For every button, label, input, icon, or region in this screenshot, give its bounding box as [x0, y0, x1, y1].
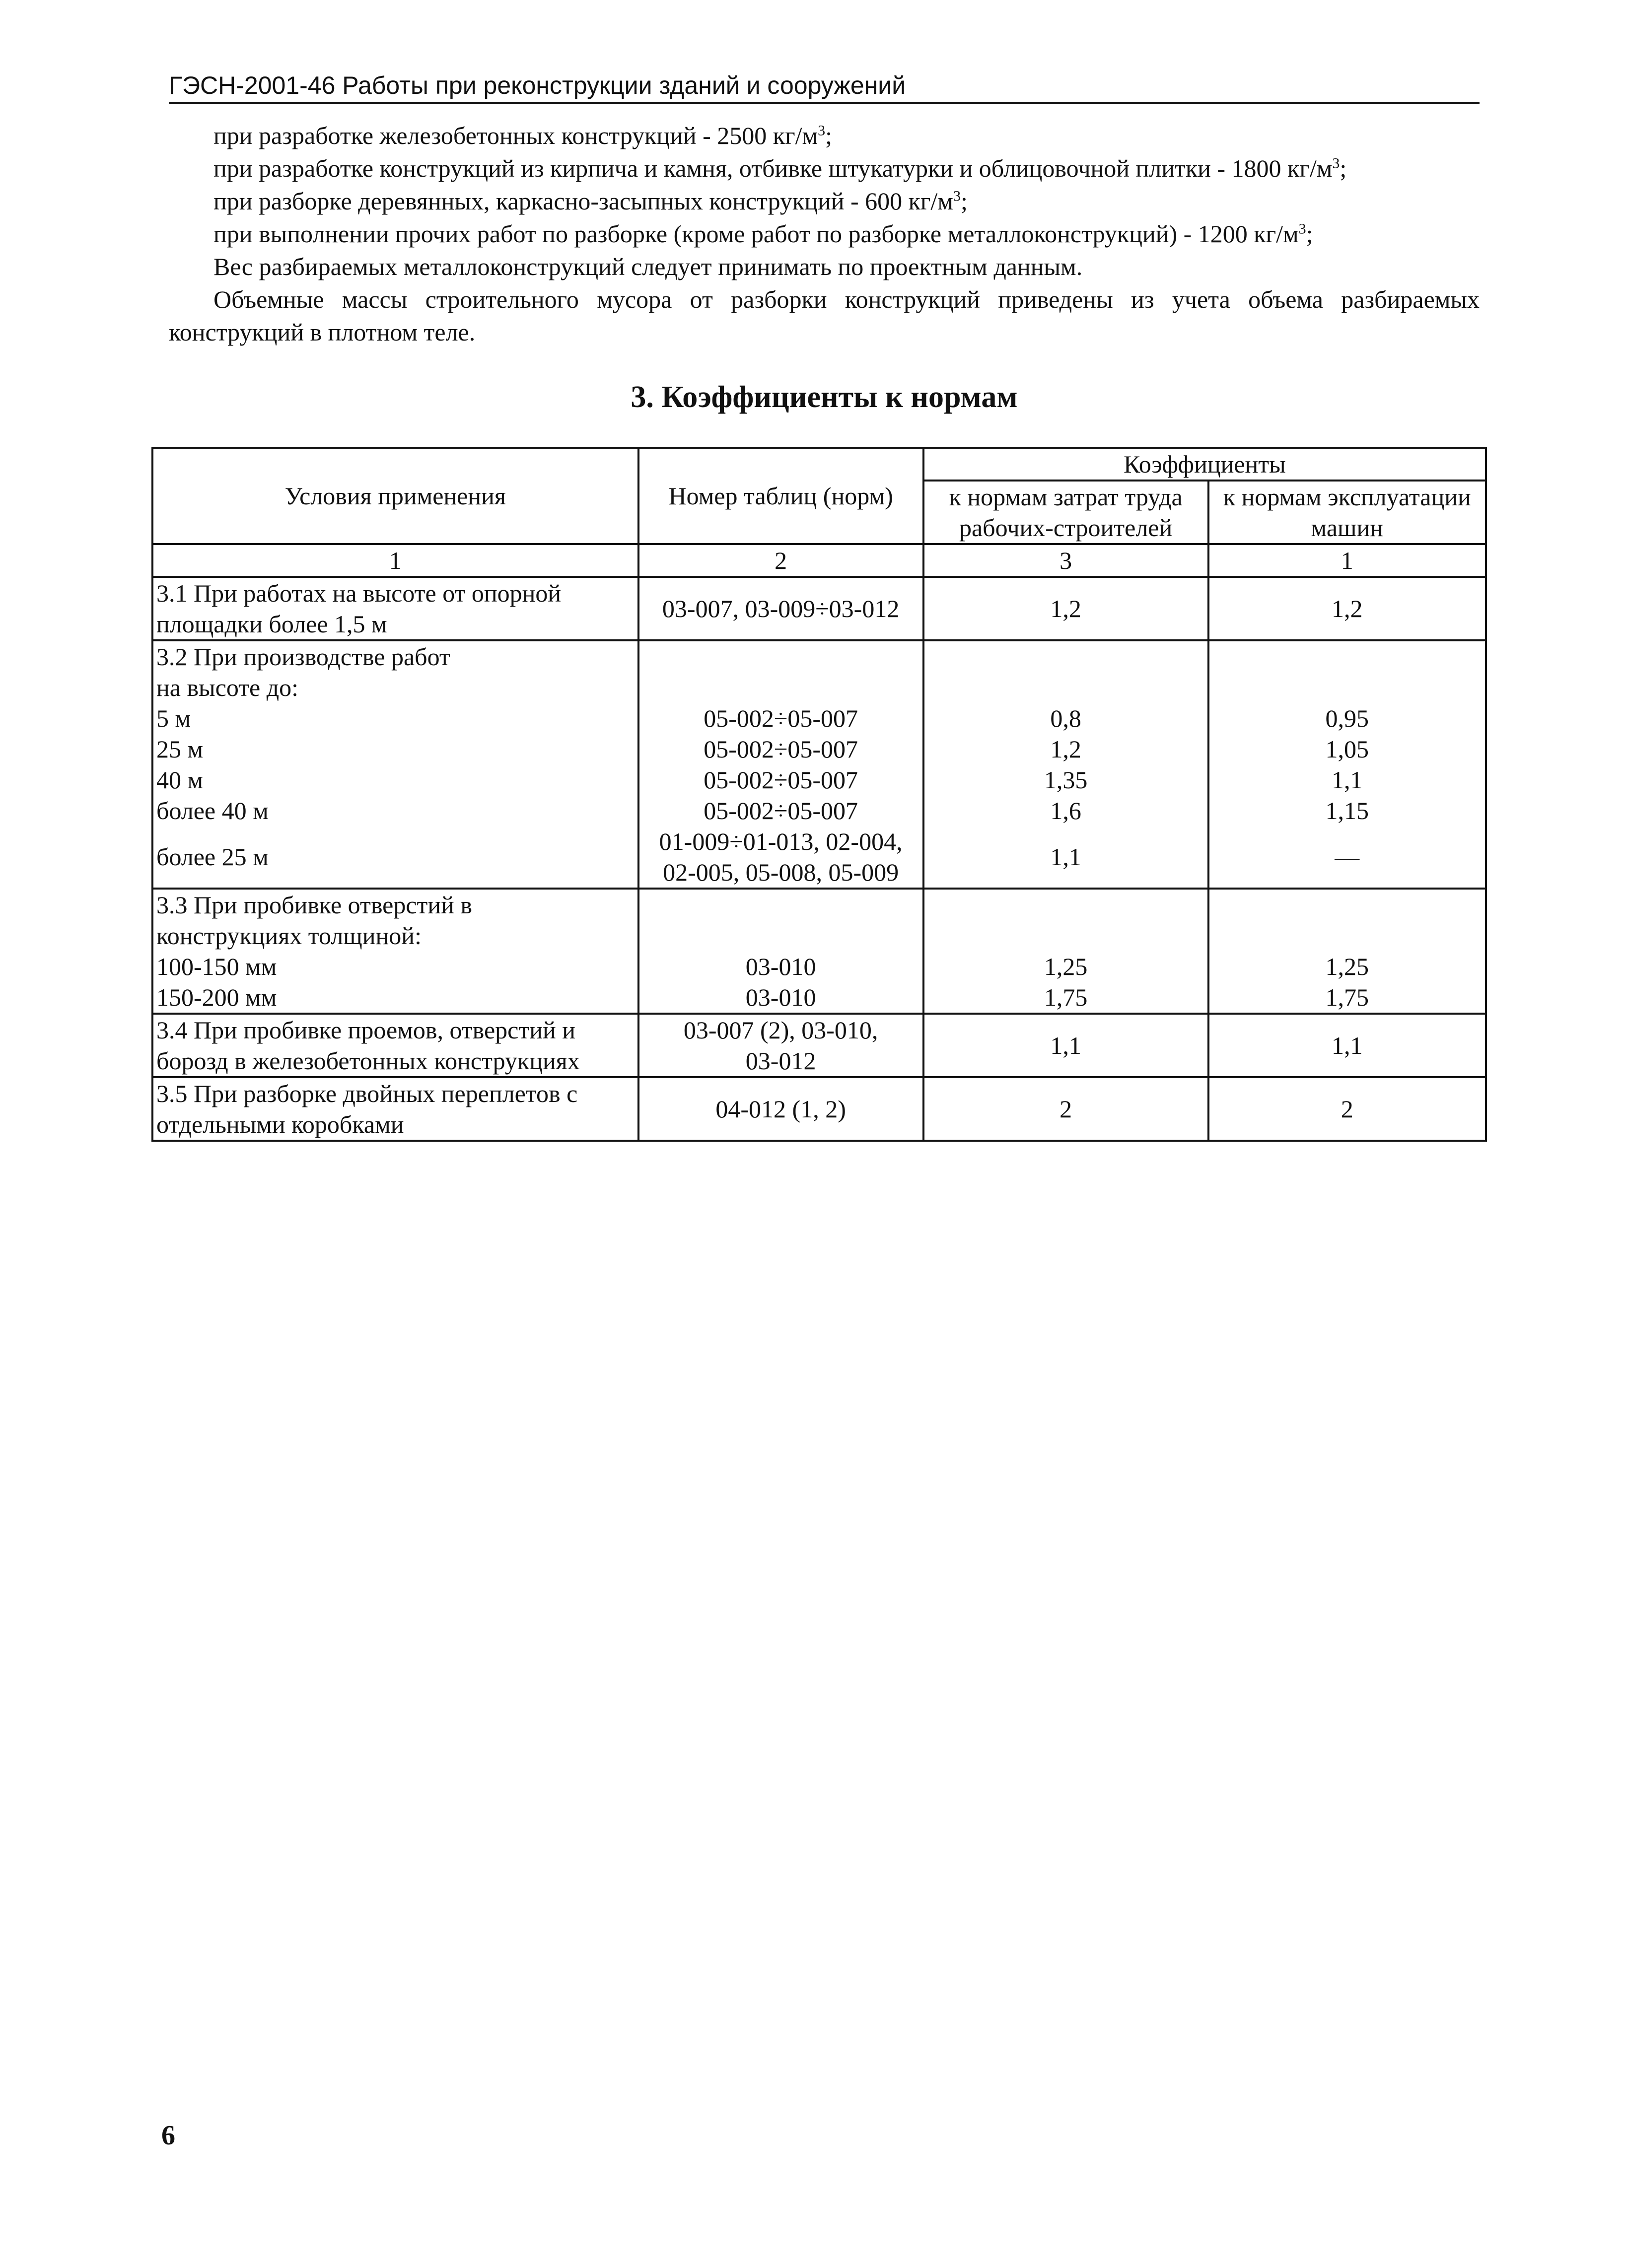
machines-line: 1,25	[1325, 953, 1369, 980]
condition-line: 5 м	[156, 704, 191, 732]
column-number-row	[152, 544, 1486, 577]
table-row	[152, 640, 1486, 889]
superscript: 3	[1332, 155, 1340, 172]
section-title: 3. Коэффициенты к нормам	[631, 380, 1018, 414]
machines-line: 1,15	[1325, 797, 1369, 825]
header-machines	[1208, 481, 1486, 544]
header-labor	[923, 481, 1208, 544]
machines-line: 1,05	[1325, 735, 1369, 763]
machines-coef-cell	[1208, 640, 1486, 889]
tables-line: 03-010	[745, 953, 816, 980]
condition-line: 150-200 мм	[156, 983, 277, 1011]
condition-cell	[152, 577, 638, 640]
table-row	[152, 1077, 1486, 1141]
tables-line: 03-012	[745, 1047, 816, 1075]
machines-coef-cell	[1208, 889, 1486, 1014]
condition-line: конструкциях толщиной:	[156, 922, 422, 950]
paragraph-wooden	[169, 185, 1480, 217]
labor-line: 1,6	[1050, 797, 1081, 825]
labor-coef-cell: 1,1	[923, 1014, 1208, 1077]
labor-coef-cell	[923, 640, 1208, 889]
tables-cell	[638, 889, 923, 1014]
header-labor-line: к нормам затрат труда	[949, 483, 1183, 511]
machines-coef-cell: 1,2	[1208, 577, 1486, 640]
condition-line: 3.4 При пробивке проемов, отверстий и	[156, 1016, 575, 1044]
header-coefficients: Коэффициенты	[923, 448, 1486, 481]
labor-line: 1,1	[1050, 843, 1081, 871]
condition-line: 40 м	[156, 766, 204, 794]
condition-line: 25 м	[156, 735, 204, 763]
condition-line: более 40 м	[156, 797, 269, 825]
condition-line: 3.1 При работах на высоте от опорной	[156, 579, 562, 607]
condition-cell	[152, 889, 638, 1014]
tables-cell: 04-012 (1, 2)	[638, 1077, 923, 1141]
machines-line: 1,75	[1325, 983, 1369, 1011]
tables-line: 03-010	[745, 983, 816, 1011]
header-labor-line: рабочих-строителей	[959, 514, 1173, 542]
paragraph-other-works	[169, 217, 1480, 250]
header-machines-line: машин	[1311, 514, 1384, 542]
header-conditions: Условия применения	[152, 448, 638, 544]
paragraph-reinforced-concrete	[169, 119, 1480, 152]
machines-line: —	[1335, 843, 1360, 871]
condition-line: на высоте до:	[156, 674, 299, 701]
machines-line: 0,95	[1325, 704, 1369, 732]
superscript: 3	[953, 188, 961, 205]
superscript: 3	[1298, 220, 1306, 237]
condition-line: 3.2 При производстве работ	[156, 643, 450, 671]
tables-line: 05-002÷05-007	[704, 735, 858, 763]
labor-line: 1,75	[1044, 983, 1088, 1011]
paragraph-brick-stone	[169, 152, 1480, 185]
running-header: ГЭСН-2001-46 Работы при реконструкции зданий и сооружений	[169, 69, 1480, 104]
text: при разборке деревянных, каркасно-засыпных конструкций - 600 кг/м	[213, 187, 953, 215]
machines-line: 1,1	[1332, 766, 1363, 794]
tables-line: 05-002÷05-007	[704, 704, 858, 732]
tables-line: 05-002÷05-007	[704, 766, 858, 794]
labor-coef-cell: 1,2	[923, 577, 1208, 640]
table-row	[152, 1014, 1486, 1077]
labor-line: 1,25	[1044, 953, 1088, 980]
table-row	[152, 577, 1486, 640]
machines-coef-cell: 1,1	[1208, 1014, 1486, 1077]
text: при разработке конструкций из кирпича и камня, отбивке штукатурки и облицовочной плитки - 1800 кг/м	[213, 154, 1333, 182]
condition-cell	[152, 640, 638, 889]
tables-line: 02-005, 05-008, 05-009	[663, 858, 899, 886]
condition-cell	[152, 1077, 638, 1141]
labor-coef-cell: 2	[923, 1077, 1208, 1141]
tables-cell	[638, 1014, 923, 1077]
text: ;	[960, 187, 968, 215]
labor-line: 0,8	[1050, 704, 1081, 732]
text: ;	[1340, 154, 1347, 182]
condition-line: площадки более 1,5 м	[156, 610, 387, 638]
condition-line: 3.5 При разборке двойных переплетов с	[156, 1080, 578, 1107]
labor-coef-cell	[923, 889, 1208, 1014]
tables-line: 05-002÷05-007	[704, 797, 858, 825]
header-tables: Номер таблиц (норм)	[638, 448, 923, 544]
labor-line: 1,2	[1050, 735, 1081, 763]
intro-text	[169, 119, 1480, 348]
header-machines-line: к нормам эксплуатации	[1223, 483, 1471, 511]
condition-line: отдельными коробками	[156, 1110, 404, 1138]
column-number: 3	[923, 544, 1208, 577]
tables-cell	[638, 640, 923, 889]
column-number: 1	[152, 544, 638, 577]
tables-line: 01-009÷01-013, 02-004,	[659, 827, 903, 855]
condition-line: 3.3 При пробивке отверстий в	[156, 891, 473, 919]
column-number: 2	[638, 544, 923, 577]
tables-cell: 03-007, 03-009÷03-012	[638, 577, 923, 640]
text: ;	[1306, 220, 1313, 248]
superscript: 3	[818, 122, 826, 139]
text: при выполнении прочих работ по разборке (кроме работ по разборке металлоконструкций) - 1200 кг/м	[213, 220, 1299, 248]
condition-cell	[152, 1014, 638, 1077]
condition-line: более 25 м	[156, 843, 269, 871]
tables-line: 03-007 (2), 03-010,	[683, 1016, 878, 1044]
table-row	[152, 889, 1486, 1014]
labor-line: 1,35	[1044, 766, 1088, 794]
text: ;	[825, 122, 833, 149]
column-number: 1	[1208, 544, 1486, 577]
text: при разработке железобетонных конструкций - 2500 кг/м	[213, 122, 818, 149]
condition-line: 100-150 мм	[156, 953, 277, 980]
page-number: 6	[161, 2120, 175, 2151]
paragraph-metal-weight: Вес разбираемых металлоконструкций следует принимать по проектным данным.	[213, 253, 1083, 280]
condition-line: борозд в железобетонных конструкциях	[156, 1047, 580, 1075]
machines-coef-cell: 2	[1208, 1077, 1486, 1141]
coefficients-table	[151, 447, 1487, 1142]
paragraph-debris-mass: Объемные массы строительного мусора от разборки конструкций приведены из учета объема разбираемых конструкций в плотном теле.	[169, 285, 1480, 346]
table-header-row	[152, 448, 1486, 481]
